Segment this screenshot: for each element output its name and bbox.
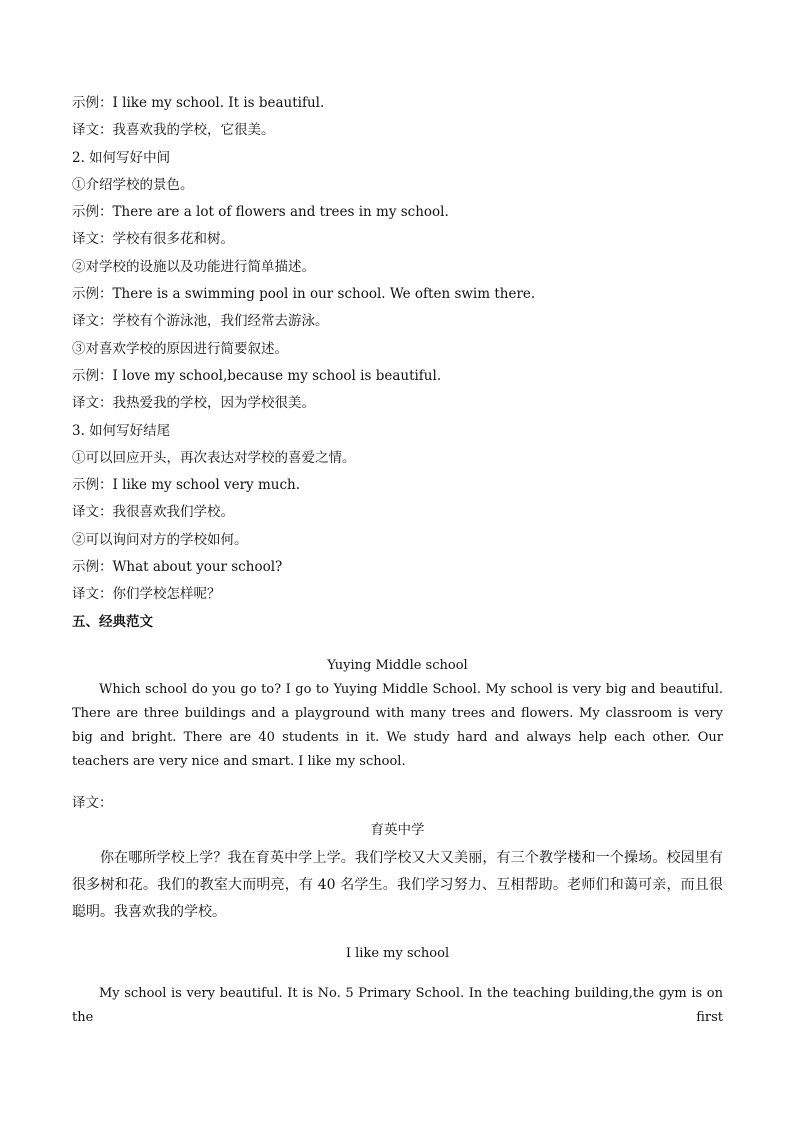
essay-title: I like my school bbox=[345, 945, 450, 961]
writing-tips-outline bbox=[72, 90, 723, 609]
essay-cn-title: 育英中学 bbox=[370, 822, 425, 839]
translation-line: 译文：我热爱我的学校，因为学校很美。 bbox=[72, 395, 315, 412]
spacer bbox=[72, 926, 723, 942]
example-line: 示例：I like my school very much. bbox=[72, 477, 301, 494]
translation-line: 译文：学校有很多花和树。 bbox=[72, 231, 234, 248]
translation-line: 译文：学校有个游泳池，我们经常去游泳。 bbox=[72, 313, 329, 330]
essay-body: My school is very beautiful. It is No. 5 Primary School. In the teaching building,the gym is on the first bbox=[72, 985, 723, 1025]
spacer bbox=[72, 636, 723, 654]
translation-line: 译文：我喜欢我的学校，它很美。 bbox=[72, 122, 275, 139]
essay-title: Yuying Middle school bbox=[327, 657, 468, 673]
translation-line: 译文：你们学校怎样呢？ bbox=[72, 586, 221, 603]
tip-point: ①介绍学校的景色。 bbox=[72, 176, 194, 193]
example-line: 示例：I love my school,because my school is beautiful. bbox=[72, 367, 442, 384]
example-line: 示例：What about your school? bbox=[72, 559, 283, 576]
document-page bbox=[72, 90, 723, 1030]
tip-point: ②可以询问对方的学校如何。 bbox=[72, 531, 248, 548]
essay-body: Which school do you go to? I go to Yuying Middle School. My school is very big and beautiful. There are three buildings and a playground with many trees and flowers. My classroom is very big and bright. There are 40 students in it. We study hard and always help each other. Our teachers are very nice and smart. I like my school. bbox=[72, 681, 723, 769]
section-heading: 3. 如何写好结尾 bbox=[72, 422, 171, 439]
tip-point: ③对喜欢学校的原因进行简要叙述。 bbox=[72, 340, 288, 357]
tip-point: ②对学校的设施以及功能进行简单描述。 bbox=[72, 258, 315, 275]
section-heading: 2. 如何写好中间 bbox=[72, 149, 171, 166]
section-five-heading: 五、经典范文 bbox=[72, 613, 153, 630]
essay-cn-body: 你在哪所学校上学？我在育英中学上学。我们学校又大又美丽，有三个教学楼和一个操场。校园里有很多树和花。我们的教室大而明亮，有 40 名学生。我们学习努力、互相帮助。老师们和蔼可亲，而且很聪明。我喜欢我的学校。 bbox=[72, 849, 723, 920]
sample-essay-1-translation bbox=[72, 817, 723, 925]
sample-essay-2 bbox=[72, 942, 723, 1030]
spacer bbox=[72, 966, 723, 982]
example-line: 示例：I like my school. It is beautiful. bbox=[72, 95, 325, 111]
example-line: 示例：There are a lot of flowers and trees in my school. bbox=[72, 204, 449, 221]
example-line: 示例：There is a swimming pool in our school. We often swim there. bbox=[72, 286, 536, 303]
spacer bbox=[72, 774, 723, 790]
translation-label: 译文： bbox=[72, 794, 113, 811]
tip-point: ①可以回应开头，再次表达对学校的喜爱之情。 bbox=[72, 449, 356, 466]
translation-line: 译文：我很喜欢我们学校。 bbox=[72, 504, 234, 521]
sample-essay-1 bbox=[72, 654, 723, 774]
